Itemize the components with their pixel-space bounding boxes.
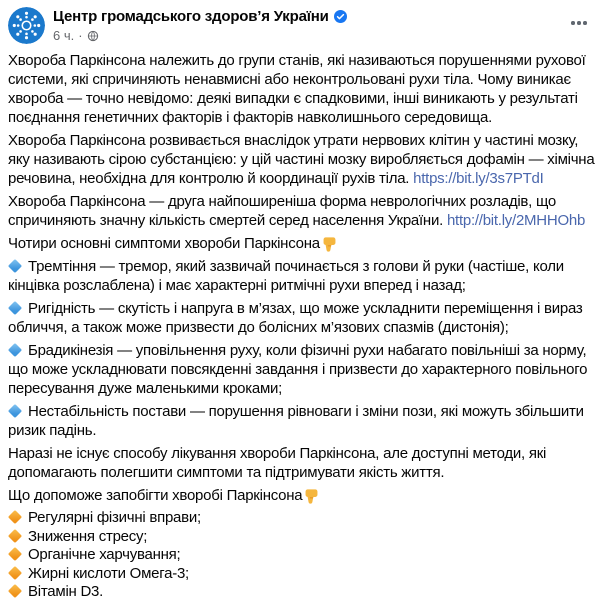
symptom-text: Ригідність — скутість і напруга в м’язах, що може ускладнити переміщення і вираз обличчя, а також може призвести до болісних м’язових спазмів (дистонія); [8, 300, 583, 336]
symptoms-heading-text: Чотири основні симптоми хвороби Паркінсона [8, 235, 320, 252]
post-body [8, 51, 597, 602]
page-name: Центр громадського здоров’я України [53, 8, 329, 25]
prevention-text: Жирні кислоти Омега-3; [28, 564, 189, 582]
pointing-down-emoji [303, 488, 320, 505]
meta-separator: · [78, 28, 83, 43]
paragraph-stats-text: Хвороба Паркінсона — друга найпоширеніша форма неврологічних розладів, що спричиняють значну кількість смертей серед населення України. [8, 193, 556, 229]
blue-diamond-icon [8, 404, 22, 418]
symptoms-heading [8, 234, 597, 253]
blue-diamond-icon [8, 301, 22, 315]
page-name-link[interactable] [53, 8, 347, 25]
prevention-text: Регулярні фізичні вправи; [28, 509, 201, 526]
symptom-text: Брадикінезія — уповільнення руху, коли фізичні рухи набагато повільніші за норму, що може ускладнювати повсякденні завдання і призвести до характерного повільного пересування дуже маленькими кроками; [8, 342, 588, 397]
prevention-item [8, 565, 597, 584]
page-avatar[interactable] [8, 7, 45, 44]
paragraph-cause-text: Хвороба Паркінсона розвивається внаслідок утрати нервових клітин у частині мозку, яку називають сірою субстанцією: у цій частині мозку виробляється дофамін — хімічна речовина, необхідна для контролю й координації рухів тіла. [8, 132, 595, 187]
verified-badge-icon [334, 10, 347, 23]
prevention-item [8, 509, 597, 528]
prevention-text: Органічне харчування; [28, 546, 181, 564]
orange-diamond-icon [8, 547, 22, 561]
symptom-item [8, 299, 597, 337]
globe-icon [87, 30, 99, 42]
paragraph-cause [8, 131, 597, 188]
link-bitly-2[interactable]: http://bit.ly/2MHHOhb [446, 212, 586, 229]
orange-diamond-icon [8, 529, 22, 543]
prevention-item [8, 583, 597, 602]
symptom-item [8, 257, 597, 295]
blue-diamond-icon [8, 259, 22, 273]
prevention-heading-text: Що допоможе запобігти хворобі Паркінсона [8, 487, 303, 504]
symptom-text: Нестабільність постави — порушення рівноваги і зміни пози, які можуть збільшити ризик падінь. [8, 403, 584, 439]
more-options-button[interactable] [563, 11, 595, 35]
prevention-text: Зниження стресу; [28, 527, 148, 545]
symptom-item [8, 341, 597, 398]
pointing-down-emoji [321, 236, 338, 253]
prevention-item [8, 546, 597, 565]
symptom-text: Тремтіння — тремор, який зазвичай починається з голови й руки (частіше, коли кінцівка розслаблена) і має характерні ритмічні рухи вперед і назад; [8, 258, 564, 294]
orange-diamond-icon [8, 584, 22, 598]
timestamp-link[interactable]: 6 ч. [53, 28, 75, 43]
paragraph-intro: Хвороба Паркінсона належить до групи станів, які називаються порушеннями рухової системи, які спричиняють ненавмисні або неконтрольовані рухи тіла. Чому виникає хвороба — точно невідомо: деякі випадки є спадковими, інші виникають у результаті поєднання генетичних факторів і факторів навколишнього середовища. [8, 52, 586, 126]
blue-diamond-icon [8, 343, 22, 357]
orange-diamond-icon [8, 510, 22, 524]
symptom-item [8, 402, 597, 440]
prevention-item [8, 528, 597, 547]
paragraph-stats [8, 192, 597, 230]
orange-diamond-icon [8, 566, 22, 580]
post-header [8, 7, 597, 44]
prevention-text: Вітамін D3. [28, 583, 104, 601]
post-meta [53, 28, 347, 43]
prevention-heading [8, 486, 597, 505]
prevention-list [8, 509, 597, 602]
paragraph-treatment: Наразі не існує способу лікування хвороби Паркінсона, але доступні методи, які допомагають полегшити симптоми та підтримувати якість життя. [8, 445, 547, 481]
link-bitly-1[interactable]: https://bit.ly/3s7PTdI [413, 170, 544, 187]
header-info [53, 7, 347, 43]
